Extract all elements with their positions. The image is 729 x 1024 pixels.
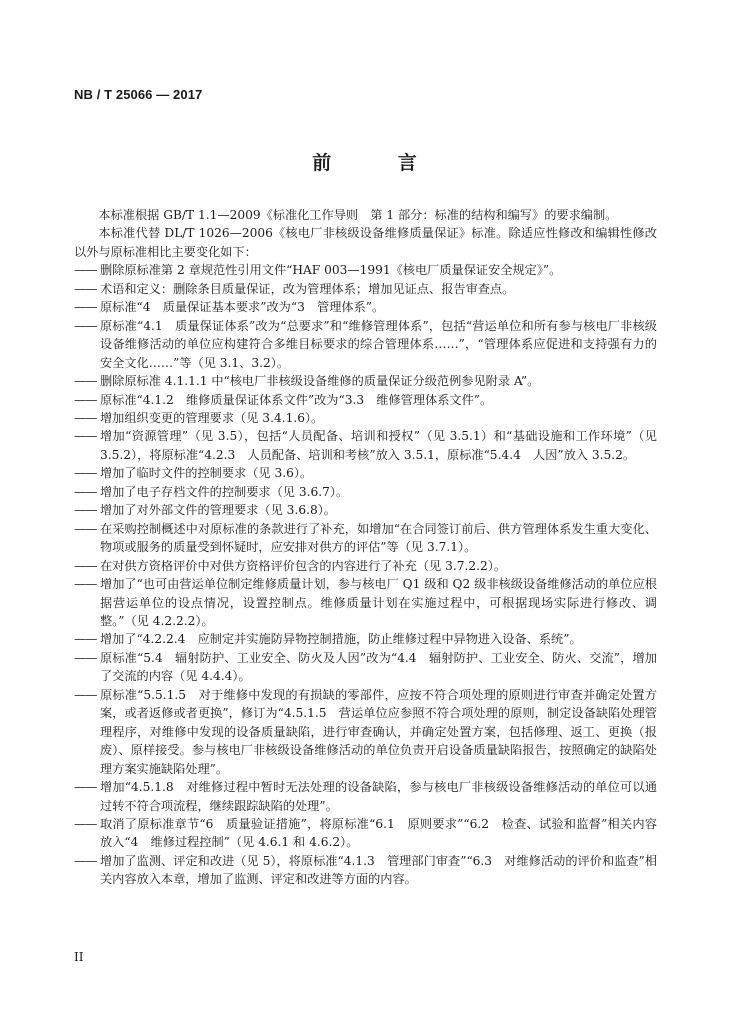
list-dash: —— <box>74 521 97 536</box>
list-dash: —— <box>74 650 97 665</box>
list-dash: —— <box>74 816 97 831</box>
list-item-text: 增加了电子存档文件的控制要求（见 3.6.7）。 <box>100 484 349 499</box>
list-item-text: 删除原标准第 2 章规范性引用文件“HAF 003—1991《核电厂质量保证安全规定》”。 <box>100 263 562 278</box>
list-item-text: 增加“资源管理”（见 3.5），包括“人员配备、培训和授权”（见 3.5.1）和“基础设施和工作环境”（见 3.5.2），将原标准“4.2.3 人员配备、培训和考核”放入 3.5.1，原标准“5.4.4 人因”放入 3.5.2。 <box>100 429 657 462</box>
standard-number: NB / T 25066 — 2017 <box>74 87 203 102</box>
list-item <box>74 280 657 298</box>
list-item-text: 原标准“5.4 辐射防护、工业安全、防火及人因”改为“4.4 辐射防护、工业安全、防火、交流”，增加了交流的内容（见 4.4.4）。 <box>100 650 657 684</box>
list-dash: —— <box>74 300 97 315</box>
list-item <box>74 427 657 464</box>
changes-list <box>74 261 657 888</box>
page-title: 前 言 <box>312 152 447 174</box>
list-dash: —— <box>74 263 97 278</box>
list-item <box>74 686 657 778</box>
list-item-text: 术语和定义：删除条目质量保证，改为管理体系；增加见证点、报告审查点。 <box>100 281 515 296</box>
list-item-text: 增加“4.5.1.8 对维修过程中暂时无法处理的设备缺陷，参与核电厂非核级设备维修活动的单位可以通过转不符合项流程，继续跟踪缺陷的处理”。 <box>100 780 657 813</box>
list-dash: —— <box>74 429 97 444</box>
list-dash: —— <box>74 374 97 389</box>
list-item <box>74 298 657 316</box>
list-item <box>74 372 657 390</box>
list-item-text: 增加组织变更的管理要求（见 3.4.1.6）。 <box>100 410 324 425</box>
intro-paragraph-2: 本标准代替 DL/T 1026—2006《核电厂非核级设备维修质量保证》标准。除适应性修改和编辑性修改以外与原标准相比主要变化如下： <box>74 226 657 259</box>
list-dash: —— <box>74 632 97 647</box>
list-item <box>74 391 657 409</box>
list-dash: —— <box>74 281 97 296</box>
list-item <box>74 852 657 889</box>
list-dash: —— <box>74 318 97 333</box>
list-dash: —— <box>74 484 97 499</box>
list-dash: —— <box>74 503 97 518</box>
list-item-text: 原标准“4.1.2 维修质量保证体系文件”改为“3.3 维修管理体系文件”。 <box>100 392 493 407</box>
list-dash: —— <box>74 687 97 702</box>
list-item <box>74 778 657 815</box>
page-number: II <box>74 950 84 964</box>
list-item-text: 在对供方资格评价中对供方资格评价包含的内容进行了补充（见 3.7.2.2）。 <box>100 558 507 573</box>
list-item <box>74 815 657 852</box>
list-item-text: 原标准“4 质量保证基本要求”改为“3 管理体系”。 <box>100 300 385 315</box>
list-item <box>74 630 657 648</box>
list-dash: —— <box>74 853 97 868</box>
list-dash: —— <box>74 410 97 425</box>
list-item-text: 在采购控制概述中对原标准的条款进行了补充，如增加“在合同签订前后、供方管理体系发生重大变化、物项或服务的质量受到怀疑时，应安排对供方的评估”等（见 3.7.1）。 <box>100 521 657 555</box>
list-dash: —— <box>74 577 97 592</box>
list-item-text: 增加了对外部文件的管理要求（见 3.6.8）。 <box>100 503 336 518</box>
list-item <box>74 483 657 501</box>
list-item <box>74 317 657 372</box>
list-item <box>74 464 657 482</box>
list-item-text: 增加了监测、评定和改进（见 5），将原标准“4.1.3 管理部门审查”“6.3 对维修活动的评价和监查”相关内容放入本章，增加了监测、评定和改进等方面的内容。 <box>100 853 657 887</box>
list-item <box>74 501 657 519</box>
list-item-text: 删除原标准 4.1.1.1 中“核电厂非核级设备维修的质量保证分级范例参见附录 A”。 <box>100 374 540 389</box>
list-item <box>74 557 657 575</box>
list-item-text: 取消了原标准章节“6 质量验证措施”，将原标准“6.1 原则要求”“6.2 检查、试验和监督”相关内容放入“4 维修过程控制”（见 4.6.1 和 4.6.2）。 <box>100 816 657 850</box>
foreword-body <box>74 206 657 889</box>
intro-paragraph-1: 本标准根据 GB/T 1.1—2009《标准化工作导则 第 1 部分：标准的结构和编写》的要求编制。 <box>98 208 618 222</box>
list-item <box>74 649 657 686</box>
list-dash: —— <box>74 780 97 795</box>
list-item-text: 原标准“5.5.1.5 对于维修中发现的有损缺的零部件，应按不符合项处理的原则进行审查并确定处置方案，或者返修或者更换”，修订为“4.5.1.5 营运单位应参照不符合项处理的原则，制定设备缺陷处理管理程序，对维修中发现的设备质量缺陷，进行审查确认，并确定处置方案，包括修理、返工、更换（报废）、原样接受。参与核电厂非核级设备维修活动的单位负责开启设备质量缺陷报告，按照确定的缺陷处理方案实施缺陷处理”。 <box>100 687 657 776</box>
list-item <box>74 261 657 279</box>
list-dash: —— <box>74 392 97 407</box>
list-item <box>74 575 657 630</box>
list-item-text: 增加了临时文件的控制要求（见 3.6）。 <box>100 466 313 481</box>
list-dash: —— <box>74 558 97 573</box>
list-item <box>74 409 657 427</box>
list-item-text: 增加了“4.2.2.4 应制定并实施防异物控制措施，防止维修过程中异物进入设备、系统”。 <box>100 632 582 647</box>
list-item-text: 增加了“也可由营运单位制定维修质量计划，参与核电厂 Q1 级和 Q2 级非核级设备维修活动的单位应根据营运单位的设点情况，设置控制点。维修质量计划在实施过程中，可根据现场实际进行修改、调整。”（见 4.2.2.2）。 <box>100 577 657 628</box>
list-item-text: 原标准“4.1 质量保证体系”改为“总要求”和“维修管理体系”，包括“营运单位和所有参与核电厂非核级设备维修活动的单位应构建符合多维目标要求的综合管理体系……”，“管理体系应促进和支持强有力的安全文化……”等（见 3.1、3.2）。 <box>100 318 657 370</box>
list-item <box>74 520 657 557</box>
list-dash: —— <box>74 466 97 481</box>
